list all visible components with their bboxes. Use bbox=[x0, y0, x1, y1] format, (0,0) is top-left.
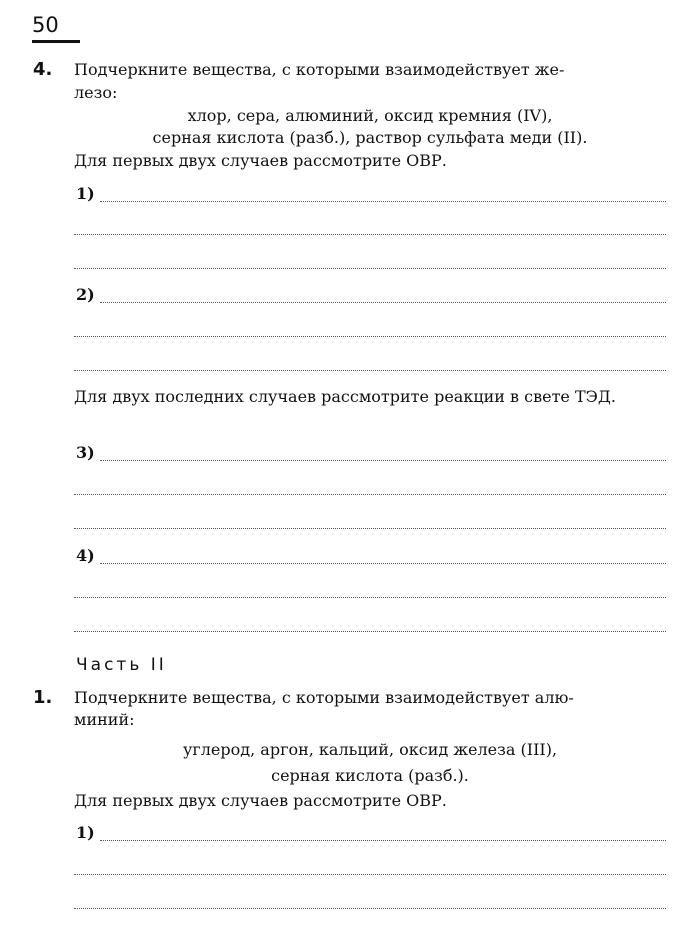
task-4-intro-line-2: лезо: bbox=[74, 83, 118, 102]
answer-2-line-1[interactable] bbox=[100, 302, 666, 303]
part-2-task-1-number: 1. bbox=[33, 687, 53, 708]
answer-2-line-2[interactable] bbox=[74, 336, 666, 337]
answer-2-line-3[interactable] bbox=[74, 370, 666, 371]
answer-1-line-2[interactable] bbox=[74, 234, 666, 235]
page-number: 50 bbox=[32, 12, 80, 43]
task-4-intro-line-1: Подчеркните вещества, с которыми взаимодействует же- bbox=[74, 60, 565, 79]
answer-1-line-3[interactable] bbox=[74, 268, 666, 269]
answer-1-label: 1) bbox=[76, 184, 95, 203]
answer-3-label: 3) bbox=[76, 443, 95, 462]
part-2-task-1-intro-line-1: Подчеркните вещества, с которыми взаимодействует алю- bbox=[74, 688, 574, 707]
answer-4-label: 4) bbox=[76, 546, 95, 565]
task-4-number: 4. bbox=[33, 59, 53, 80]
task-4-instruction-ted: Для двух последних случаев рассмотрите реакции в свете ТЭД. bbox=[74, 387, 616, 406]
part-2-answer-1-line-1[interactable] bbox=[100, 840, 666, 841]
answer-3-line-1[interactable] bbox=[100, 460, 666, 461]
task-4-substances-line-1: хлор, сера, алюминий, оксид кремния (IV), bbox=[187, 106, 553, 125]
answer-4-line-2[interactable] bbox=[74, 597, 666, 598]
answer-4-line-3[interactable] bbox=[74, 631, 666, 632]
part-2-task-1-intro-line-2: миний: bbox=[74, 710, 135, 729]
task-4-instruction-ovr: Для первых двух случаев рассмотрите ОВР. bbox=[74, 151, 447, 170]
task-4-substances-line-2: серная кислота (разб.), раствор сульфата меди (II). bbox=[152, 128, 588, 147]
answer-2-label: 2) bbox=[76, 285, 95, 304]
part-2-task-1-substances-line-2: серная кислота (разб.). bbox=[271, 766, 469, 785]
part-2-answer-1-line-2[interactable] bbox=[74, 874, 666, 875]
part-2-answer-1-label: 1) bbox=[76, 823, 95, 842]
part-2-heading: Часть II bbox=[76, 655, 167, 675]
part-2-task-1-instruction-ovr: Для первых двух случаев рассмотрите ОВР. bbox=[74, 791, 447, 810]
answer-4-line-1[interactable] bbox=[100, 563, 666, 564]
answer-1-line-1[interactable] bbox=[100, 201, 666, 202]
part-2-answer-1-line-3[interactable] bbox=[74, 908, 666, 909]
answer-3-line-2[interactable] bbox=[74, 494, 666, 495]
part-2-task-1-substances-line-1: углерод, аргон, кальций, оксид железа (III), bbox=[182, 740, 558, 759]
answer-3-line-3[interactable] bbox=[74, 528, 666, 529]
